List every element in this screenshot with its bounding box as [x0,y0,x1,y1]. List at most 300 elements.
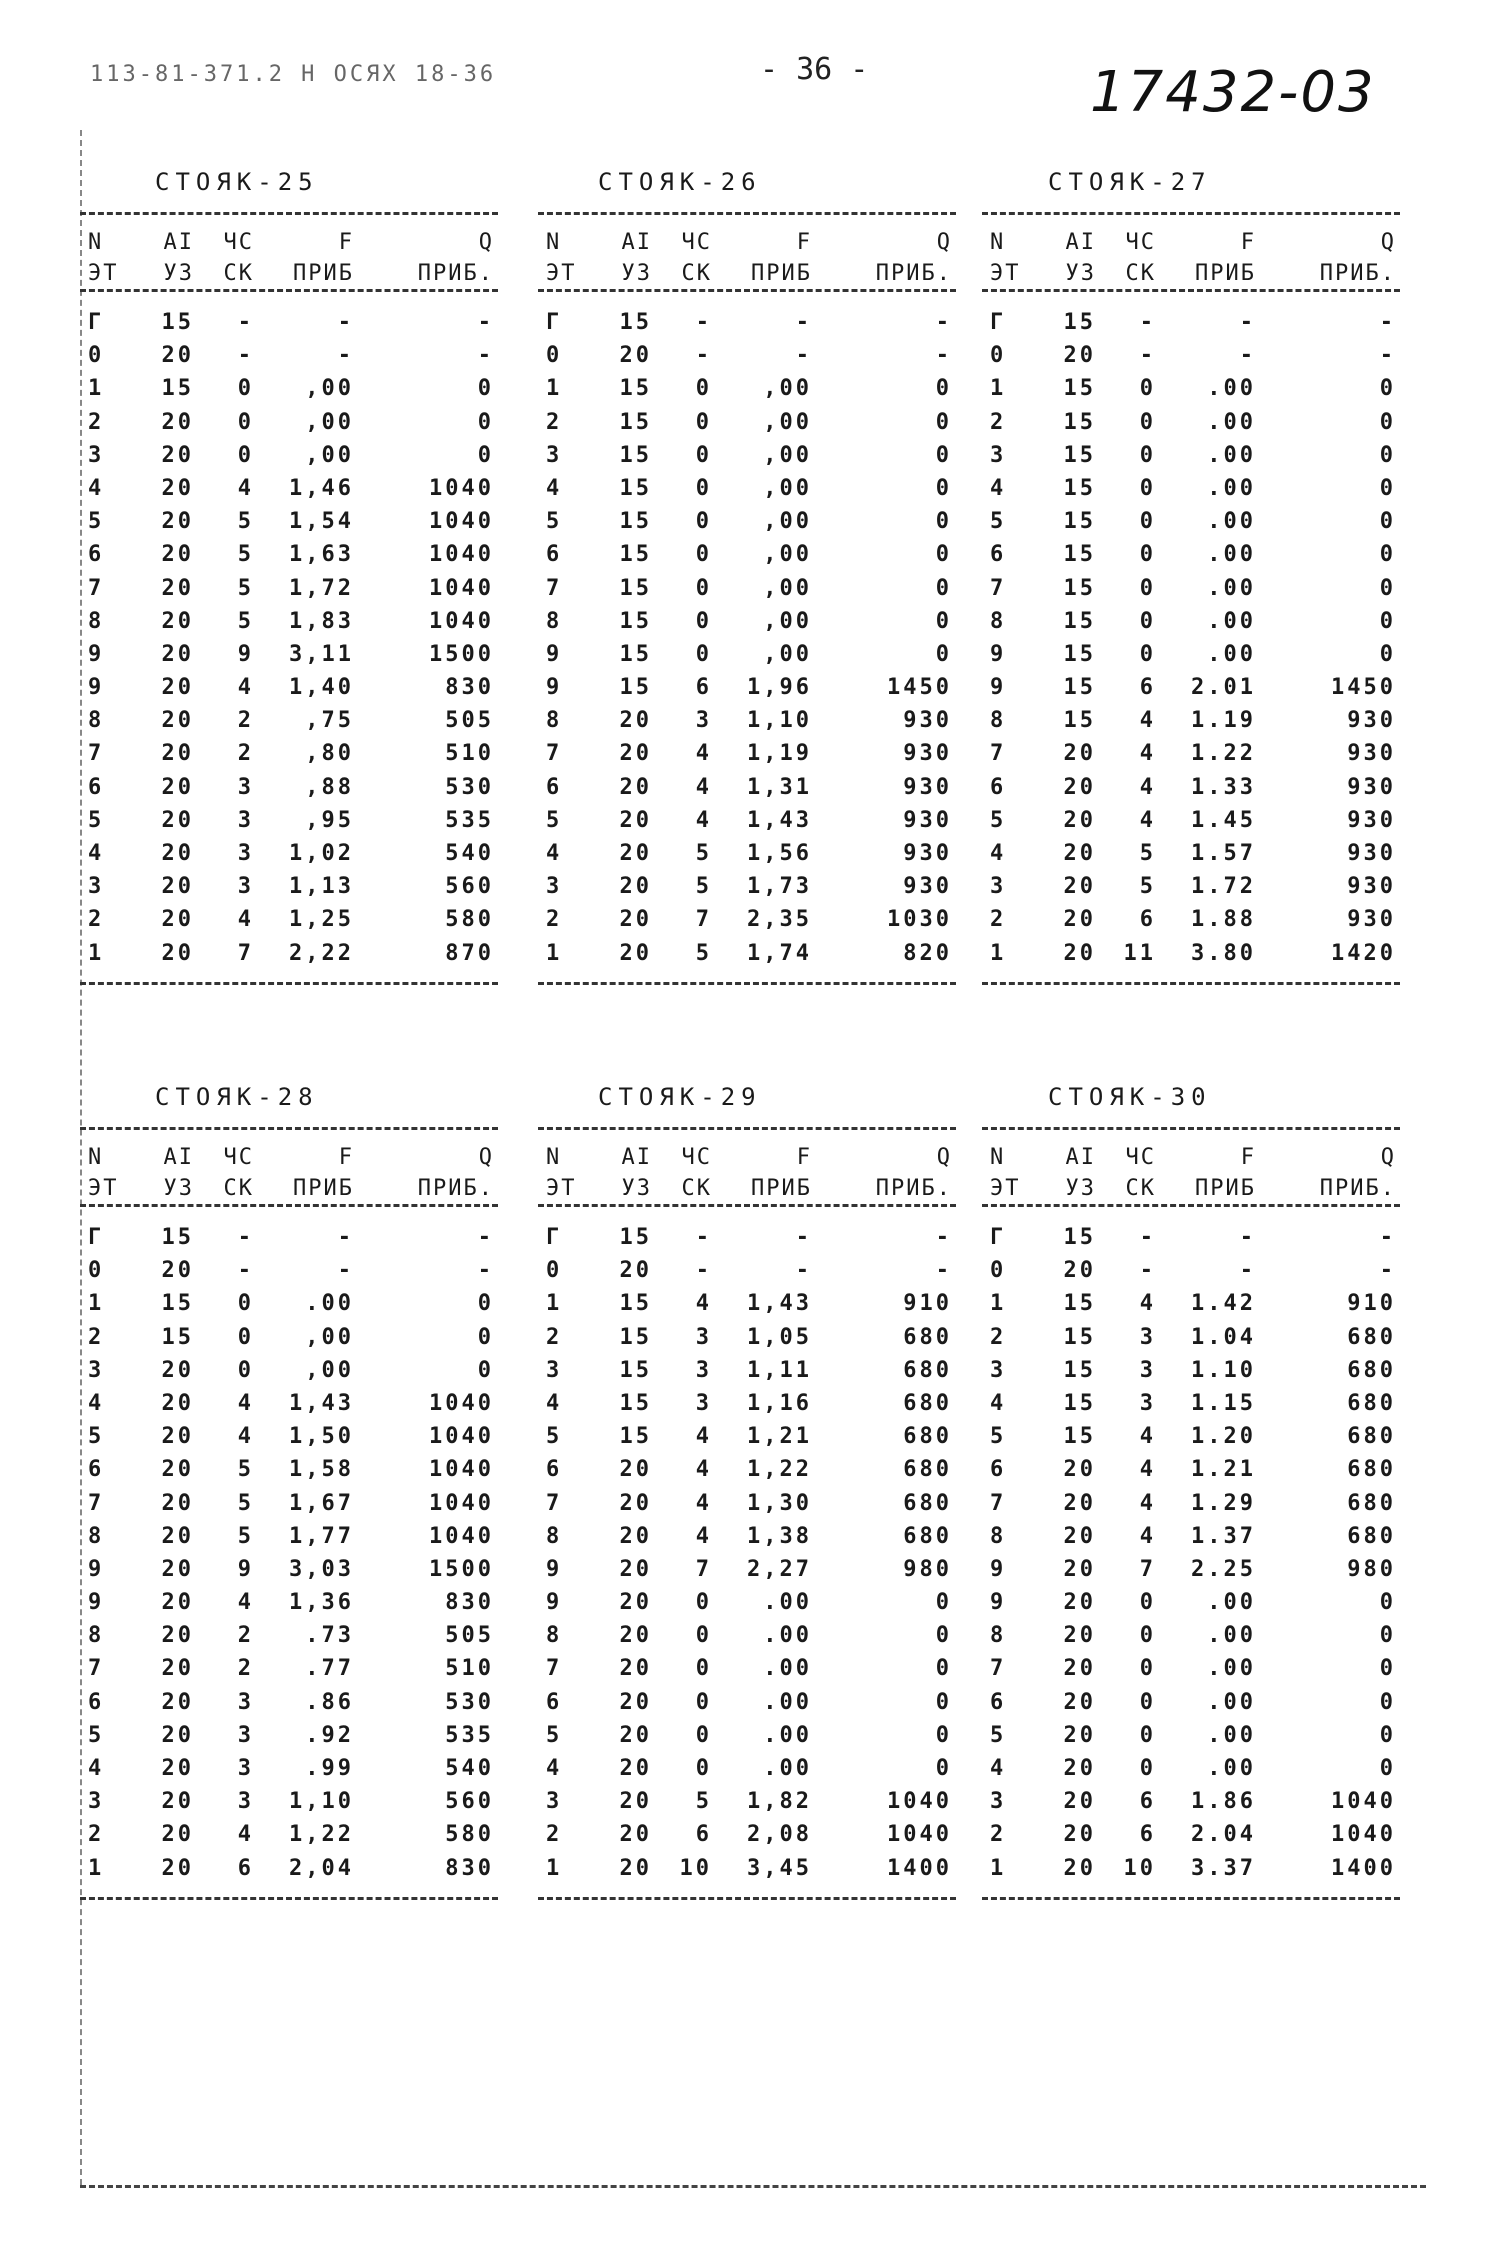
spacer [80,970,498,982]
table-cell: 7 [88,1656,105,1682]
table-cell: 20 [161,1623,194,1649]
table-cell: 8 [990,1523,1007,1549]
table-cell: 0 [1139,376,1156,402]
table-cell: 0 [1379,1623,1396,1649]
table-row [538,737,956,770]
table-cell: 0 [935,1590,952,1616]
table-cell: 1040 [429,1390,494,1416]
table-cell: 20 [161,1722,194,1748]
table-cell: 20 [619,1689,652,1715]
table-cell: - [795,1258,812,1284]
table-cell: 1 [546,1855,563,1881]
table-row [80,472,498,505]
table-row [538,1221,956,1254]
table-cell: 1040 [429,1490,494,1516]
table-cell: 1,73 [747,874,812,900]
table-cell: 0 [1379,1590,1396,1616]
table-cell: 930 [903,841,952,866]
table-cell: 20 [161,1457,194,1483]
table-cell: 910 [1347,1291,1396,1317]
table-cell: 15 [619,1291,652,1317]
table-cell: 8 [88,608,105,634]
table-cell: 20 [1063,841,1096,866]
header-cell: ЧС [223,230,254,255]
table-row [982,937,1400,970]
table-cell: 510 [445,1656,494,1682]
table-cell: ,00 [305,1357,354,1383]
table-cell: 0 [695,409,712,435]
table-row [80,771,498,804]
table-cell: 3,45 [747,1855,812,1881]
table-cell: 0 [695,376,712,402]
table-cell: 5 [88,1424,105,1450]
table-row [538,1254,956,1287]
table-cell: 0 [695,1656,712,1682]
table-cell: 1 [88,1291,105,1317]
table-row [538,339,956,372]
table-cell: .00 [763,1689,812,1715]
table-row [538,1586,956,1619]
table-cell: 980 [903,1556,952,1582]
spacer [80,215,498,227]
table-cell: 1 [88,1855,105,1881]
table-cell: 2 [546,907,563,933]
table-cell: 1040 [429,542,494,568]
table-cell: .99 [305,1756,354,1781]
table-cell: 930 [1347,907,1396,933]
table-cell: 20 [161,475,194,501]
table-cell: 680 [903,1523,952,1549]
table-row [982,439,1400,472]
table-cell: - [695,343,712,369]
table-cell: 1,43 [289,1390,354,1416]
table-cell: 1,38 [747,1523,812,1549]
table-block [80,1075,1426,1881]
table-cell: 930 [1347,841,1396,866]
table-cell: 1040 [1331,1789,1396,1815]
table-cell: Г [546,310,563,335]
block-titles [80,1075,1426,1127]
table-cell: 7 [695,907,712,933]
table-cell: 2.25 [1191,1556,1256,1582]
table-cell: 0 [695,509,712,535]
table-cell: 4 [237,1390,254,1416]
table-cell: 20 [161,1689,194,1715]
table-cell: 5 [695,940,712,966]
table-cell: .00 [1207,509,1256,535]
table-cell: 20 [1063,1623,1096,1649]
table-cell: - [1139,343,1156,369]
header-cell: F [338,1145,354,1170]
table-row [538,1520,956,1553]
table-cell: 10 [679,1855,712,1881]
table-cell: - [695,310,712,335]
table-row [982,406,1400,439]
table-cell: 20 [161,641,194,667]
table-cell: 1,58 [289,1457,354,1483]
spacer [982,1130,1400,1142]
table-cell: 20 [619,1623,652,1649]
table-cell: 5 [88,807,105,833]
table-cell: 3 [88,442,105,468]
table-cell: - [1139,310,1156,335]
table-cell: 9 [88,641,105,667]
table-cell: 5 [695,874,712,900]
table-cell: 870 [445,940,494,966]
table-cell: 680 [1347,1490,1396,1516]
table-cell: 4 [695,741,712,767]
table-cell: 1.10 [1191,1357,1256,1383]
table-cell: 4 [546,1390,563,1416]
table-cell: 20 [161,1258,194,1284]
table-cell: 9 [990,1590,1007,1616]
table-cell: ,00 [763,542,812,568]
table-row [538,1321,956,1354]
table-cell: 20 [161,1390,194,1416]
table-cell: 15 [619,310,652,335]
table-cell: 0 [237,409,254,435]
table-cell: 2,35 [747,907,812,933]
table-row [80,737,498,770]
table-cell: 0 [990,343,1007,369]
table-cell: 3 [237,1789,254,1815]
riser-table [982,212,1400,985]
table-cell: 15 [619,1324,652,1350]
table-cell: 1040 [1331,1822,1396,1848]
table-cell: - [337,343,354,369]
table-cell: 505 [445,708,494,734]
table-cell: 20 [161,442,194,468]
table-cell: 0 [695,1722,712,1748]
table-cell: 680 [903,1457,952,1483]
table-cell: 0 [1379,509,1396,535]
table-cell: 3 [546,1789,563,1815]
table-cell: 20 [619,1722,652,1748]
table-cell: 0 [695,1623,712,1649]
table-row [982,1619,1400,1652]
table-cell: 15 [619,1225,652,1250]
table-cell: 0 [546,343,563,369]
header-cell: N [88,230,104,255]
table-cell: 0 [1139,442,1156,468]
table-cell: - [695,1225,712,1250]
table-cell: 0 [695,542,712,568]
header-row [538,227,956,258]
table-cell: 4 [1139,1490,1156,1516]
table-cell: ,00 [763,641,812,667]
table-cell: 9 [88,1590,105,1616]
table-row [982,339,1400,372]
table-cell: 3 [990,442,1007,468]
table-cell: 3 [237,807,254,833]
table-cell: 1.21 [1191,1457,1256,1483]
table-cell: 8 [88,708,105,734]
header-row [538,1173,956,1204]
header-cell: ПРИБ [1195,261,1256,286]
table-cell: 3 [88,1357,105,1383]
spacer [982,1207,1400,1221]
table-row [982,1487,1400,1520]
table-cell: 0 [1139,542,1156,568]
spacer [982,1885,1400,1897]
header-cell: ПРИБ [293,1176,354,1201]
table-cell: 15 [1063,1390,1096,1416]
table-cell: 4 [237,675,254,701]
table-cell: 20 [619,741,652,767]
table-cell: 1040 [429,608,494,634]
table-cell: 1,22 [747,1457,812,1483]
table-cell: 0 [237,442,254,468]
table-row [982,1852,1400,1885]
table-cell: 0 [695,641,712,667]
table-cell: 3,03 [289,1556,354,1582]
header-cell: СК [1125,261,1156,286]
table-cell: 20 [1063,774,1096,800]
table-cell: 20 [161,940,194,966]
table-cell: 910 [903,1291,952,1317]
table-cell: 2.01 [1191,675,1256,701]
table-cell: - [935,343,952,369]
table-cell: 680 [903,1490,952,1516]
table-cell: 0 [1139,1590,1156,1616]
table-cell: 1 [546,376,563,402]
table-cell: 9 [990,1556,1007,1582]
table-cell: 5 [695,1789,712,1815]
table-cell: 4 [1139,774,1156,800]
table-row [538,1420,956,1453]
table-cell: 0 [546,1258,563,1284]
table-cell: 20 [1063,1689,1096,1715]
table-row [538,1287,956,1320]
table-cell: 1450 [887,675,952,701]
table-cell: 20 [619,774,652,800]
table-cell: 0 [477,1324,494,1350]
table-cell: .00 [1207,1590,1256,1616]
table-cell: 20 [161,608,194,634]
table-cell: 20 [619,1822,652,1848]
table-cell: 0 [1139,1756,1156,1781]
table-cell: 20 [619,1656,652,1682]
table-cell: .00 [1207,575,1256,601]
table-row [982,1752,1400,1785]
table-cell: 0 [1139,1623,1156,1649]
table-cell: 4 [237,1590,254,1616]
table-cell: 5 [546,807,563,833]
header-row [982,1173,1400,1204]
table-row [538,937,956,970]
table-cell: - [695,1258,712,1284]
table-cell: 1 [88,376,105,402]
table-cell: - [795,1225,812,1250]
table-cell: ,00 [763,575,812,601]
table-row [982,1652,1400,1685]
table-cell: 5 [546,509,563,535]
table-cell: 15 [1063,675,1096,701]
table-cell: .73 [305,1623,354,1649]
document-code: 113-81-371.2 Н ОСЯХ 18-36 [90,62,497,87]
table-cell: 15 [619,608,652,634]
table-cell: 3 [546,874,563,900]
table-row [982,1586,1400,1619]
table-cell: 20 [619,807,652,833]
table-cell: 20 [161,1490,194,1516]
table-cell: 11 [1123,940,1156,966]
table-cell: 20 [619,1756,652,1781]
table-row [538,1354,956,1387]
table-cell: 6 [990,774,1007,800]
table-cell: 6 [546,1457,563,1483]
table-cell: 2 [990,1822,1007,1848]
table-cell: 3 [695,708,712,734]
table-cell: 1500 [429,1556,494,1582]
table-cell: 1040 [429,475,494,501]
table-cell: 20 [161,675,194,701]
table-cell: 0 [1379,1756,1396,1781]
table-cell: 1,31 [747,774,812,800]
table-cell: 15 [619,1390,652,1416]
table-cell: 7 [546,1656,563,1682]
table-cell: - [935,310,952,335]
table-cell: 3 [237,1722,254,1748]
table-cell: 1.42 [1191,1291,1256,1317]
table-cell: 3 [237,1756,254,1781]
table-cell: 3 [237,841,254,866]
table-cell: 20 [619,907,652,933]
table-cell: .00 [1207,1623,1256,1649]
table-cell: 0 [935,641,952,667]
table-cell: 10 [1123,1855,1156,1881]
table-cell: ,80 [305,741,354,767]
table-cell: .00 [1207,1689,1256,1715]
header-cell: УЗ [1065,261,1096,286]
table-cell: 4 [990,1756,1007,1781]
table-cell: - [935,1225,952,1250]
header-cell: ЧС [223,1145,254,1170]
table-row [538,472,956,505]
riser-table [538,212,956,985]
header-cell: F [796,1145,812,1170]
table-cell: 4 [695,1523,712,1549]
table-cell: 9 [88,675,105,701]
table-cell: - [237,1225,254,1250]
table-cell: 6 [1139,675,1156,701]
table-cell: 6 [1139,1789,1156,1815]
table-row [80,1752,498,1785]
table-cell: 15 [619,475,652,501]
table-cell: 4 [1139,741,1156,767]
table-cell: - [1139,1225,1156,1250]
table-cell: 2,22 [289,940,354,966]
table-cell: - [795,343,812,369]
table-cell: 1.22 [1191,741,1256,767]
table-cell: 15 [161,376,194,402]
table-cell: 6 [990,1457,1007,1483]
spacer [538,292,956,306]
table-cell: 2.04 [1191,1822,1256,1848]
table-cell: 15 [1063,509,1096,535]
header-cell: F [1240,230,1256,255]
table-cell: 930 [903,741,952,767]
table-cell: 680 [903,1357,952,1383]
header-cell: УЗ [1065,1176,1096,1201]
riser-title: СТОЯК-27 [1048,168,1212,196]
table-cell: 4 [88,1756,105,1781]
header-cell: ПРИБ [751,261,812,286]
table-cell: 0 [1379,442,1396,468]
header-cell: СК [681,261,712,286]
table-cell: .00 [1207,1656,1256,1682]
table-cell: 1.20 [1191,1424,1256,1450]
header-cell: Q [936,1145,952,1170]
table-row [80,1387,498,1420]
table-cell: 1 [990,1291,1007,1317]
table-cell: 1040 [429,1457,494,1483]
dashed-rule [982,982,1400,985]
table-cell: 580 [445,1822,494,1848]
riser-table [80,1127,498,1900]
table-cell: 0 [935,542,952,568]
table-cell: 680 [903,1424,952,1450]
table-cell: 1040 [429,1424,494,1450]
table-cell: 8 [546,1623,563,1649]
table-cell: 1.57 [1191,841,1256,866]
table-cell: 4 [546,1756,563,1781]
table-cell: 1040 [887,1822,952,1848]
table-cell: 1 [990,376,1007,402]
table-cell: 540 [445,1756,494,1781]
table-cell: 1,56 [747,841,812,866]
table-cell: Г [990,1225,1007,1250]
table-cell: 9 [237,1556,254,1582]
table-cell: 535 [445,807,494,833]
header-cell: АI [621,1145,652,1170]
table-cell: 0 [1379,409,1396,435]
table-cell: 0 [237,1291,254,1317]
table-cell: 0 [477,376,494,402]
table-row [538,1752,956,1785]
table-cell: 8 [546,1523,563,1549]
table-row [80,306,498,339]
table-cell: 5 [237,1523,254,1549]
table-cell: 15 [1063,608,1096,634]
table-row [80,671,498,704]
table-cell: 4 [1139,1457,1156,1483]
table-cell: ,00 [763,475,812,501]
table-cell: 20 [619,1523,652,1549]
table-cell: 1,02 [289,841,354,866]
table-cell: 0 [1379,1722,1396,1748]
header-cell: АI [1065,230,1096,255]
table-row [538,638,956,671]
header-cell: N [88,1145,104,1170]
table-cell: 930 [1347,774,1396,800]
table-cell: 15 [619,641,652,667]
table-row [80,538,498,571]
riser-title: СТОЯК-28 [155,1083,319,1111]
table-cell: 15 [161,1324,194,1350]
table-row [982,1420,1400,1453]
table-cell: 2 [88,907,105,933]
table-row [80,1287,498,1320]
table-cell: 1,46 [289,475,354,501]
table-cell: 6 [88,542,105,568]
table-cell: 0 [935,475,952,501]
table-cell: 820 [903,940,952,966]
table-row [80,1453,498,1486]
table-cell: .00 [1207,409,1256,435]
table-cell: 20 [1063,1756,1096,1781]
table-cell: 1,43 [747,807,812,833]
